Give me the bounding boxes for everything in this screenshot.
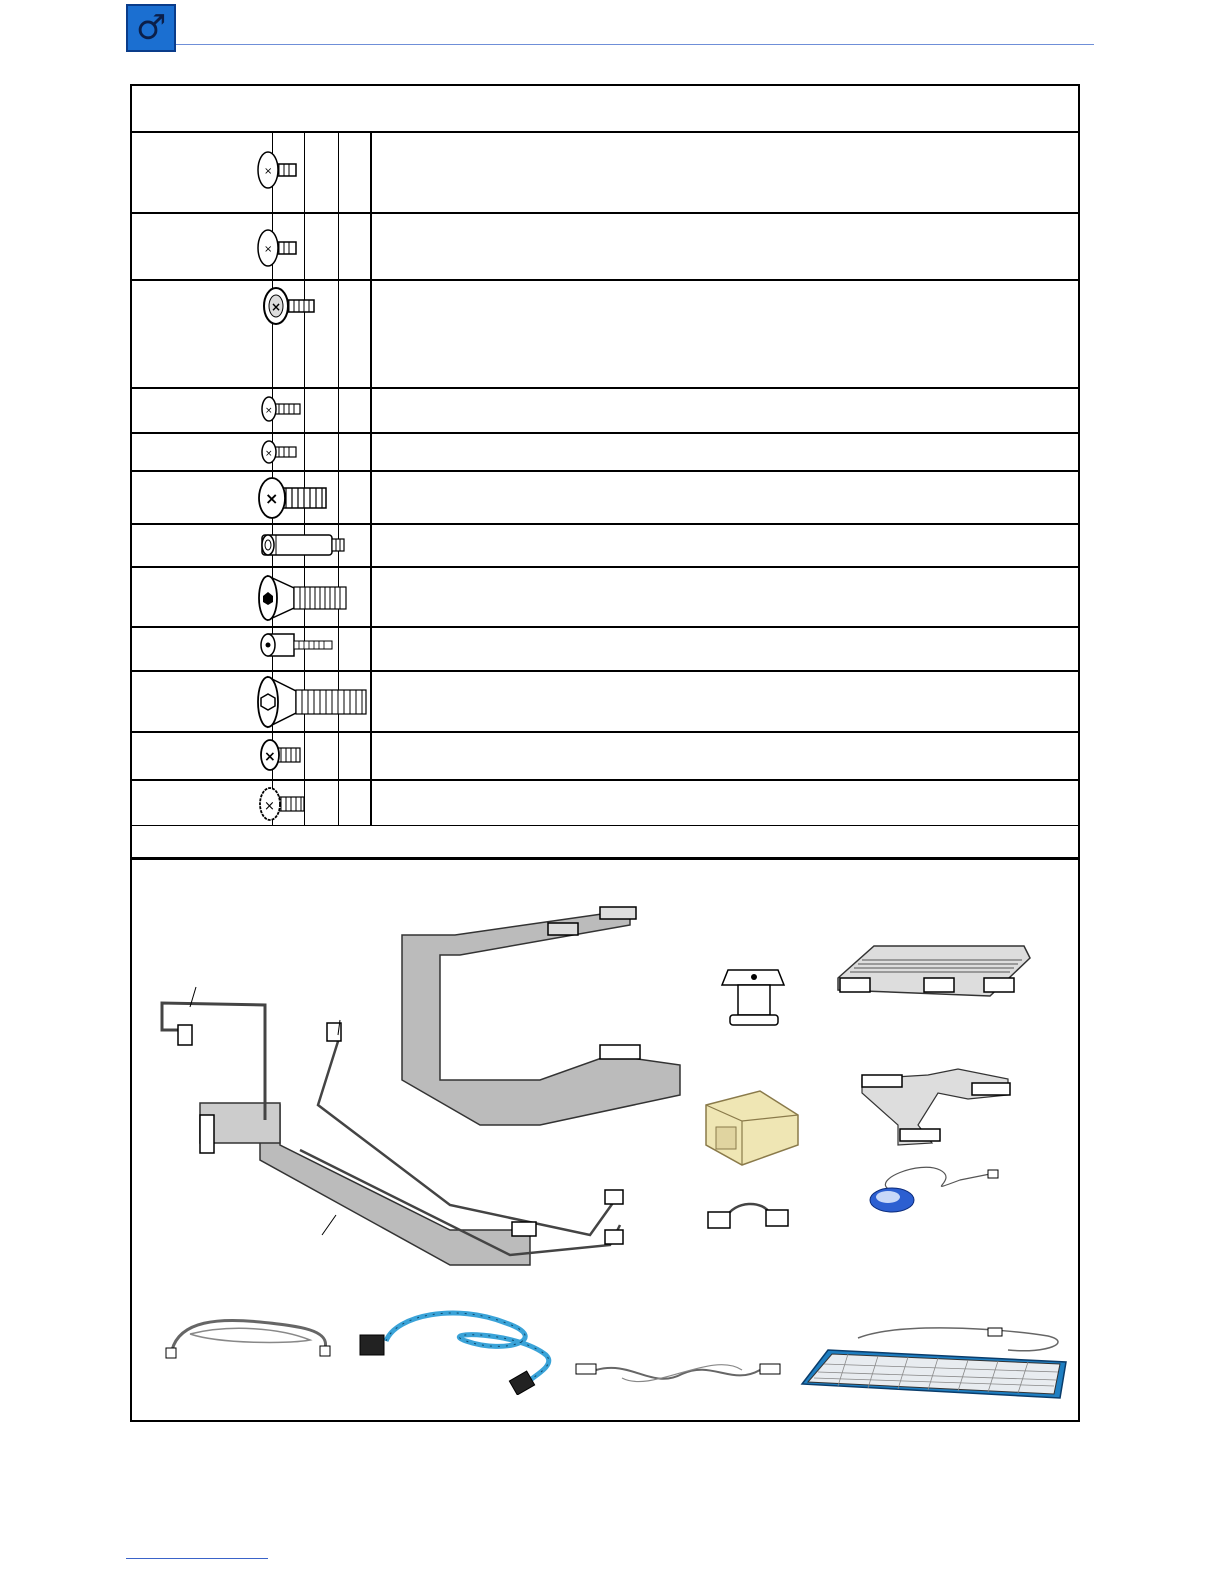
phillips-screw-icon (256, 738, 306, 774)
short-connector-cable-icon (704, 1196, 790, 1236)
power-cord-icon (356, 1305, 556, 1395)
phillips-pan-head-screw-icon (250, 148, 310, 194)
ribbon-cable-icon (400, 905, 685, 1130)
svg-text:×: × (271, 300, 282, 314)
mouse-icon (860, 1160, 1002, 1214)
svg-text:×: × (265, 406, 273, 416)
flat-head-hex-screw-icon (254, 572, 350, 624)
shoulder-screw-icon (256, 630, 336, 660)
row-divider (132, 825, 1078, 826)
apple-logo (126, 4, 176, 52)
svg-text:×: × (264, 244, 273, 255)
svg-text:×: × (265, 449, 273, 459)
svg-text:×: × (264, 749, 276, 765)
header-rule (176, 44, 1094, 45)
keyboard-icon (798, 1324, 1072, 1404)
apple-logo-icon: ♂ (135, 8, 167, 48)
large-phillips-screw-icon (254, 476, 330, 522)
captive-thumbscrew-icon (258, 286, 318, 330)
svg-text:×: × (265, 489, 279, 508)
phillips-pan-head-screw-icon (250, 226, 310, 272)
ribbon-cable-small-icon (858, 1065, 1014, 1149)
serial-adapter-icon (718, 960, 788, 1030)
usb-cable-icon (572, 1350, 784, 1394)
flat-ribbon-cable-icon (834, 938, 1034, 1004)
knurled-thumbscrew-icon (256, 786, 310, 824)
svg-text:×: × (264, 166, 273, 177)
section-divider (132, 857, 1078, 860)
svg-text:×: × (264, 799, 275, 814)
scsi-adapter-icon (700, 1085, 804, 1171)
footer-rule (126, 1558, 268, 1559)
table-title (140, 96, 1070, 124)
hex-standoff-icon (256, 530, 348, 560)
long-flat-head-hex-screw-icon (254, 674, 370, 730)
ethernet-cable-icon (160, 1310, 340, 1360)
small-phillips-screw-icon (256, 439, 306, 467)
small-phillips-screw-icon (256, 395, 306, 425)
